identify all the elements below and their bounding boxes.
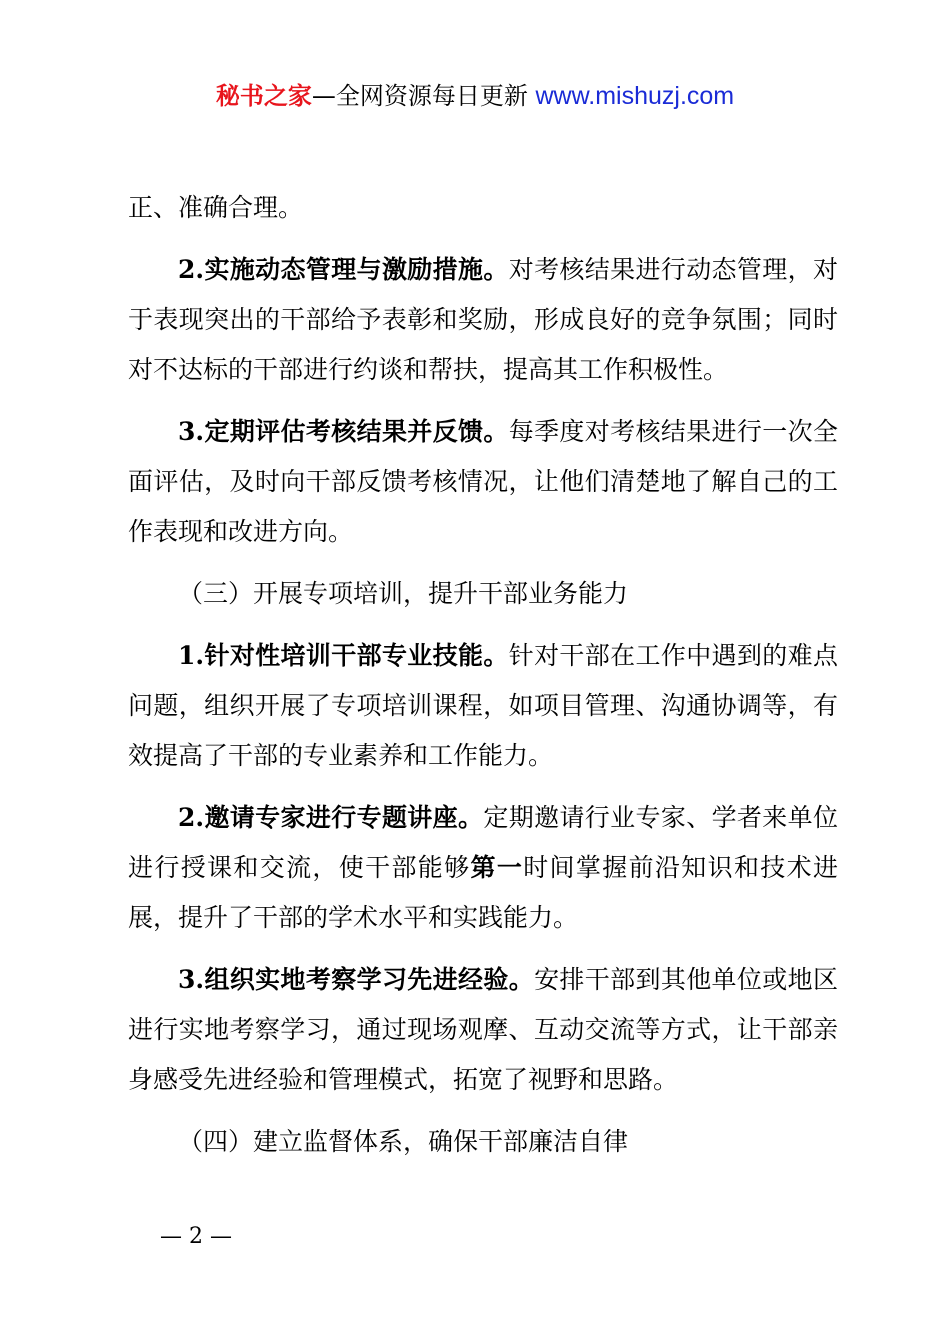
item-text: 对考核结果进行动态管理，对于表现突出的干部给予表彰和奖励，形成良好的竞争氛围；同时对不达标的干部进行约谈和帮扶，提高其工作积极性。 bbox=[128, 255, 838, 384]
item-number: 2. bbox=[178, 255, 205, 284]
paragraph-item bbox=[128, 407, 838, 557]
paragraph-item bbox=[128, 631, 838, 781]
item-text: 定期邀请行业专家、学者来单位进行授课和交流，使干部能够 bbox=[128, 803, 838, 882]
item-lead: 邀请专家进行专题讲座。 bbox=[204, 803, 484, 832]
item-lead: 针对性培训干部专业技能。 bbox=[204, 641, 509, 670]
brand-name: 秘书之家 bbox=[215, 82, 312, 110]
item-text: 每季度对考核结果进行一次全面评估，及时向干部反馈考核情况，让他们清楚地了解自己的工作表现和改进方向。 bbox=[128, 417, 838, 546]
section-heading bbox=[128, 1117, 838, 1167]
paragraph-item bbox=[128, 793, 838, 943]
section-heading-text: （四）建立监督体系，确保干部廉洁自律 bbox=[178, 1127, 629, 1156]
paragraph-continuation bbox=[128, 183, 838, 233]
header-tagline: —全网资源每日更新 bbox=[311, 82, 536, 110]
item-number: 2. bbox=[178, 803, 205, 832]
page-number: — 2 — bbox=[160, 1224, 232, 1249]
item-text: 安排干部到其他单位或地区进行实地考察学习，通过现场观摩、互动交流等方式，让干部亲身感受先进经验和管理模式，拓宽了视野和思路。 bbox=[128, 965, 838, 1094]
site-header bbox=[0, 80, 950, 112]
item-lead: 组织实地考察学习先进经验。 bbox=[204, 965, 535, 994]
paragraph-text: 正、准确合理。 bbox=[128, 193, 304, 222]
site-link[interactable]: www.mishuzj.com bbox=[535, 82, 735, 110]
section-heading bbox=[128, 569, 838, 619]
paragraph-item bbox=[128, 245, 838, 395]
item-text: 时间掌握前沿知识和技术进展，提升了干部的学术水平和实践能力。 bbox=[128, 853, 838, 932]
item-number: 3. bbox=[178, 965, 205, 994]
item-lead: 实施动态管理与激励措施。 bbox=[204, 255, 509, 284]
item-lead: 定期评估考核结果并反馈。 bbox=[204, 417, 509, 446]
document-body bbox=[128, 183, 838, 1179]
item-number: 3. bbox=[178, 417, 205, 446]
item-number: 1. bbox=[178, 641, 205, 670]
item-text: 针对干部在工作中遇到的难点问题，组织开展了专项培训课程，如项目管理、沟通协调等，有效提高了干部的专业素养和工作能力。 bbox=[128, 641, 838, 770]
item-bold-emphasis: 第一 bbox=[470, 853, 524, 882]
section-heading-text: （三）开展专项培训，提升干部业务能力 bbox=[178, 579, 629, 608]
paragraph-item bbox=[128, 955, 838, 1105]
